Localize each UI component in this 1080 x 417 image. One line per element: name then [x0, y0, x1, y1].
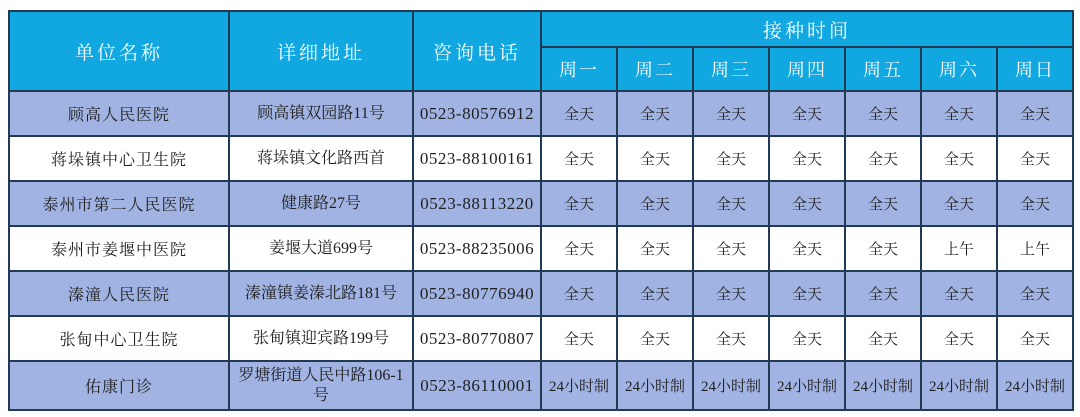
time-cell: 全天 [921, 91, 997, 136]
time-cell: 全天 [921, 136, 997, 181]
time-cell: 全天 [845, 136, 921, 181]
unit-name-cell: 泰州市第二人民医院 [9, 181, 229, 226]
phone-cell: 0523-86110001 [413, 361, 541, 410]
time-cell: 全天 [845, 226, 921, 271]
phone-cell: 0523-80576912 [413, 91, 541, 136]
column-header-address: 详细地址 [229, 11, 413, 91]
time-cell: 全天 [693, 91, 769, 136]
time-cell: 全天 [997, 91, 1073, 136]
time-cell: 全天 [921, 271, 997, 316]
time-cell: 全天 [845, 181, 921, 226]
table-header [9, 11, 1073, 91]
phone-cell: 0523-88100161 [413, 136, 541, 181]
unit-name-cell: 泰州市姜堰中医院 [9, 226, 229, 271]
time-cell: 全天 [997, 181, 1073, 226]
time-cell: 全天 [617, 271, 693, 316]
table-row [9, 316, 1073, 361]
column-header-day: 周六 [921, 47, 997, 91]
table-row [9, 91, 1073, 136]
unit-name-cell: 张甸中心卫生院 [9, 316, 229, 361]
header-row-top [9, 11, 1073, 47]
time-cell: 全天 [845, 316, 921, 361]
address-cell: 张甸镇迎宾路199号 [229, 316, 413, 361]
time-cell: 24小时制 [921, 361, 997, 410]
time-cell: 24小时制 [541, 361, 617, 410]
table-row [9, 361, 1073, 410]
table-row [9, 181, 1073, 226]
column-header-day: 周日 [997, 47, 1073, 91]
time-cell: 全天 [693, 316, 769, 361]
column-header-day: 周五 [845, 47, 921, 91]
time-cell: 上午 [921, 226, 997, 271]
address-cell: 姜堰大道699号 [229, 226, 413, 271]
time-cell: 全天 [997, 316, 1073, 361]
time-cell: 全天 [617, 226, 693, 271]
vaccination-schedule-table [8, 10, 1074, 411]
phone-cell: 0523-80770807 [413, 316, 541, 361]
unit-name-cell: 佑康门诊 [9, 361, 229, 410]
time-cell: 全天 [769, 316, 845, 361]
address-cell: 溱潼镇姜溱北路181号 [229, 271, 413, 316]
time-cell: 全天 [617, 316, 693, 361]
address-cell: 罗塘街道人民中路106-1号 [229, 361, 413, 410]
time-cell: 全天 [693, 271, 769, 316]
time-cell: 全天 [997, 271, 1073, 316]
table-row [9, 136, 1073, 181]
time-cell: 24小时制 [769, 361, 845, 410]
time-cell: 全天 [921, 181, 997, 226]
phone-cell: 0523-88113220 [413, 181, 541, 226]
time-cell: 全天 [769, 226, 845, 271]
time-cell: 24小时制 [997, 361, 1073, 410]
time-cell: 全天 [845, 91, 921, 136]
table-row [9, 226, 1073, 271]
unit-name-cell: 溱潼人民医院 [9, 271, 229, 316]
column-header-day: 周四 [769, 47, 845, 91]
time-cell: 24小时制 [845, 361, 921, 410]
address-cell: 健康路27号 [229, 181, 413, 226]
time-cell: 全天 [845, 271, 921, 316]
address-cell: 蒋垛镇文化路西首 [229, 136, 413, 181]
time-cell: 上午 [997, 226, 1073, 271]
address-cell: 顾高镇双园路11号 [229, 91, 413, 136]
time-cell: 全天 [769, 181, 845, 226]
column-header-day: 周二 [617, 47, 693, 91]
column-header-phone: 咨询电话 [413, 11, 541, 91]
time-cell: 全天 [693, 181, 769, 226]
time-cell: 全天 [541, 181, 617, 226]
time-cell: 全天 [541, 136, 617, 181]
time-cell: 全天 [541, 271, 617, 316]
unit-name-cell: 顾高人民医院 [9, 91, 229, 136]
column-header-unit-name: 单位名称 [9, 11, 229, 91]
table-body [9, 91, 1073, 410]
column-header-day: 周一 [541, 47, 617, 91]
unit-name-cell: 蒋垛镇中心卫生院 [9, 136, 229, 181]
phone-cell: 0523-80776940 [413, 271, 541, 316]
time-cell: 全天 [693, 226, 769, 271]
phone-cell: 0523-88235006 [413, 226, 541, 271]
time-cell: 全天 [769, 271, 845, 316]
time-cell: 24小时制 [617, 361, 693, 410]
time-cell: 全天 [617, 91, 693, 136]
time-cell: 全天 [617, 136, 693, 181]
time-cell: 全天 [769, 136, 845, 181]
column-header-day: 周三 [693, 47, 769, 91]
time-cell: 全天 [541, 91, 617, 136]
table-row [9, 271, 1073, 316]
vaccination-schedule-container [8, 10, 1074, 411]
time-cell: 全天 [769, 91, 845, 136]
time-cell: 全天 [997, 136, 1073, 181]
column-header-vaccination-time: 接种时间 [541, 11, 1073, 47]
time-cell: 全天 [617, 181, 693, 226]
time-cell: 全天 [921, 316, 997, 361]
time-cell: 全天 [541, 226, 617, 271]
time-cell: 全天 [541, 316, 617, 361]
time-cell: 全天 [693, 136, 769, 181]
time-cell: 24小时制 [693, 361, 769, 410]
